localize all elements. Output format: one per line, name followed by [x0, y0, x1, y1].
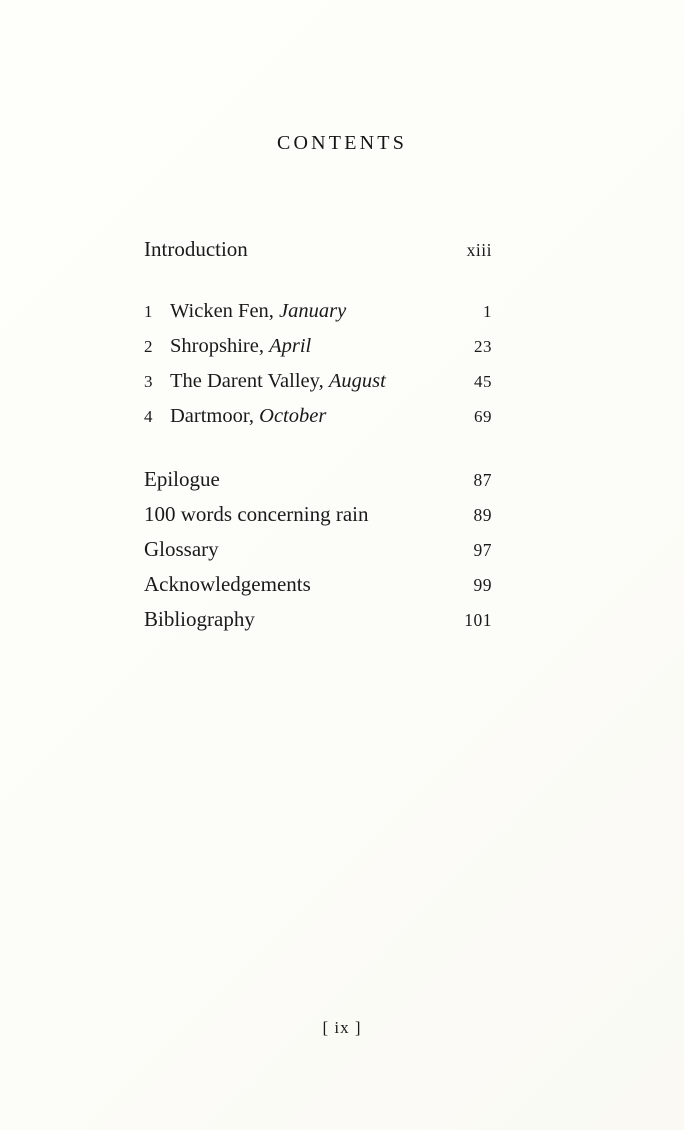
- toc-entry-page: 69: [474, 407, 492, 426]
- toc-entry-label: [144, 364, 386, 399]
- toc-entry-page: 45: [474, 372, 492, 391]
- toc-entry-label: [144, 329, 311, 364]
- toc-entry-number: 1: [144, 302, 153, 321]
- toc-entry-season: January: [279, 300, 347, 322]
- toc-entry-page: 87: [473, 470, 492, 490]
- toc-entry-label: [144, 497, 369, 531]
- toc-entry-title: [170, 364, 386, 398]
- toc-entry-100-words-concerning-rain[interactable]: [144, 497, 492, 532]
- toc-entry-title: [170, 329, 311, 363]
- folio-number: ix: [334, 1018, 350, 1037]
- toc-entry-introduction[interactable]: [144, 232, 492, 267]
- page-folio: [0, 1018, 684, 1038]
- toc-entry-glossary[interactable]: [144, 532, 492, 567]
- toc-entry-title: [170, 399, 326, 433]
- folio-bracket-right: ]: [354, 1018, 362, 1037]
- toc-entry-page: xiii: [466, 240, 492, 260]
- toc-entry-title: Glossary: [144, 537, 219, 561]
- folio-bracket-left: [: [322, 1018, 330, 1037]
- toc-entry-chapter-3[interactable]: [144, 364, 492, 399]
- toc-entry-page: 89: [473, 505, 492, 525]
- toc-entry-title: [170, 294, 346, 328]
- table-of-contents: [144, 232, 492, 637]
- toc-entry-title-text: Dartmoor,: [170, 405, 260, 427]
- toc-entry-number: 4: [144, 407, 153, 426]
- toc-entry-epilogue[interactable]: [144, 462, 492, 497]
- toc-entry-number: 2: [144, 337, 153, 356]
- toc-entry-title-text: The Darent Valley,: [170, 370, 329, 392]
- toc-entry-label: [144, 399, 326, 434]
- toc-entry-label: [144, 602, 255, 636]
- toc-entry-chapter-1[interactable]: [144, 294, 492, 329]
- toc-entry-title: Acknowledgements: [144, 572, 311, 596]
- toc-entry-page: 101: [464, 610, 492, 630]
- toc-entry-number: 3: [144, 372, 153, 391]
- toc-entry-title-text: Shropshire,: [170, 335, 270, 357]
- toc-entry-chapter-4[interactable]: [144, 399, 492, 434]
- toc-entry-label: [144, 232, 248, 266]
- page-title: CONTENTS: [276, 132, 408, 154]
- toc-entry-label: [144, 294, 346, 329]
- toc-entry-title: 100 words concerning rain: [144, 502, 369, 526]
- toc-entry-page: 97: [473, 540, 492, 560]
- toc-group-chapters: [144, 294, 492, 434]
- toc-group-introduction: [144, 232, 492, 267]
- toc-entry-page: 23: [474, 337, 492, 356]
- toc-entry-page: 1: [483, 302, 492, 321]
- toc-entry-page: 99: [473, 575, 492, 595]
- toc-entry-label: [144, 532, 219, 566]
- toc-entry-bibliography[interactable]: [144, 602, 492, 637]
- toc-entry-title-text: Wicken Fen,: [170, 300, 280, 322]
- toc-entry-title: Introduction: [144, 237, 248, 261]
- toc-entry-label: [144, 462, 220, 496]
- toc-entry-chapter-2[interactable]: [144, 329, 492, 364]
- toc-entry-season: April: [269, 335, 312, 357]
- toc-group-back-matter: [144, 462, 492, 637]
- toc-entry-season: October: [259, 405, 327, 427]
- toc-entry-label: [144, 567, 311, 601]
- toc-entry-acknowledgements[interactable]: [144, 567, 492, 602]
- toc-entry-title: Bibliography: [144, 607, 255, 631]
- toc-entry-season: August: [328, 370, 386, 392]
- toc-entry-title: Epilogue: [144, 467, 220, 491]
